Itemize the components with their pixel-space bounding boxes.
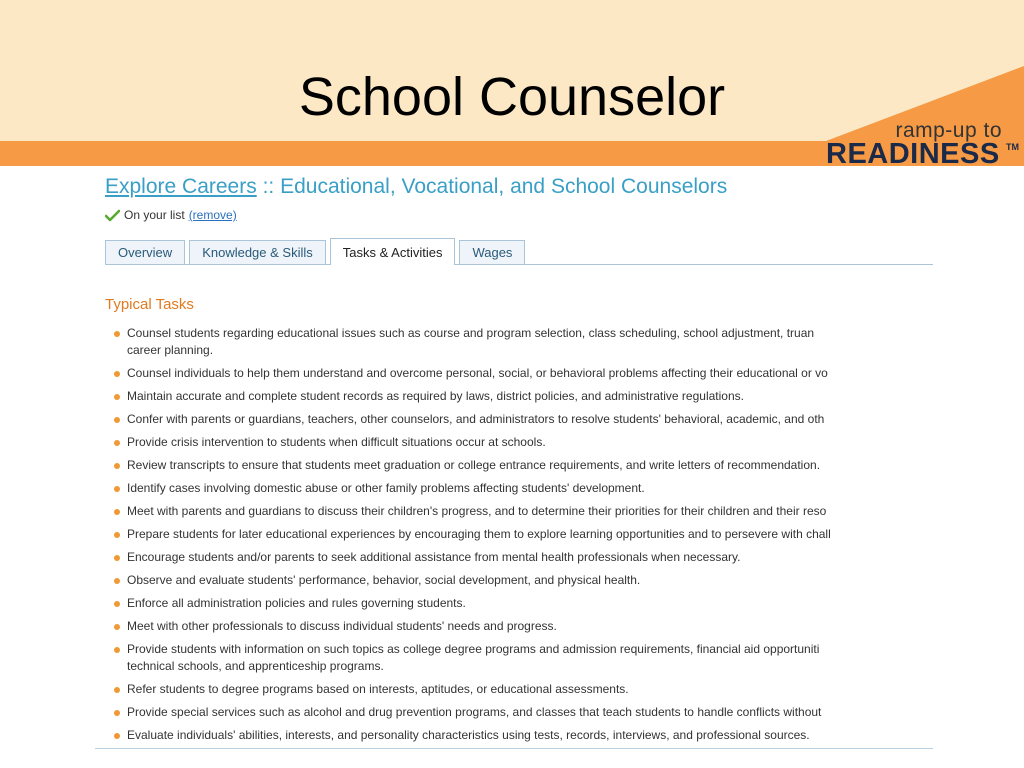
list-item [105,704,933,721]
bullet-icon [114,601,120,607]
task-text: Confer with parents or guardians, teachers, other counselors, and administrators to resolve students' behavioral, academic, and oth [127,412,825,426]
breadcrumb-current: Educational, Vocational, and School Counselors [280,175,728,198]
bullet-icon [114,331,120,337]
tab-overview[interactable]: Overview [105,240,185,264]
list-item [105,727,933,744]
list-item [105,325,933,359]
bullet-icon [114,710,120,716]
task-text: Maintain accurate and complete student records as required by laws, district policies, and administrative regulations. [127,389,744,403]
section-title: Typical Tasks [105,296,194,313]
list-item [105,411,933,428]
bullet-icon [114,624,120,630]
task-text: Identify cases involving domestic abuse or other family problems affecting students' development. [127,481,645,495]
task-text: Provide crisis intervention to students when difficult situations occur at schools. [127,435,546,449]
list-item [105,457,933,474]
explore-careers-link[interactable]: Explore Careers [105,175,257,198]
brand-tagline: ramp-up to [895,119,1002,142]
task-text: Counsel individuals to help them understand and overcome personal, social, or behavioral problems affecting their educational or vo [127,366,828,380]
tab-bar [105,236,933,265]
task-text: Counsel students regarding educational issues such as course and program selection, class scheduling, school adjustment, truan [127,326,815,340]
bullet-icon [114,555,120,561]
bullet-icon [114,440,120,446]
bullet-icon [114,578,120,584]
slide-title: School Counselor [298,67,726,127]
tab-tasks-activities[interactable]: Tasks & Activities [330,238,456,265]
task-text: Review transcripts to ensure that students meet graduation or college entrance requirements, and write letters of recommendation. [127,458,821,472]
trademark-mark: TM [1006,142,1019,152]
list-item [105,365,933,382]
bullet-icon [114,371,120,377]
bullet-icon [114,463,120,469]
list-item [105,526,933,543]
list-item [105,549,933,566]
task-list [105,325,933,744]
bullet-icon [114,733,120,739]
tab-knowledge-skills[interactable]: Knowledge & Skills [189,240,326,264]
task-text: Provide students with information on such topics as college degree programs and admission requirements, financial aid opportuniti [127,642,820,656]
list-item [105,503,933,520]
list-item [105,480,933,497]
list-item [105,434,933,451]
task-text: Evaluate individuals' abilities, interests, and personality characteristics using tests, records, interviews, and professional sources. [127,728,810,742]
bullet-icon [114,647,120,653]
task-text: Enforce all administration policies and rules governing students. [127,596,466,610]
bullet-icon [114,394,120,400]
list-item [105,641,933,675]
list-item [105,572,933,589]
task-text: Refer students to degree programs based on interests, aptitudes, or educational assessments. [127,682,629,696]
list-status [105,206,933,224]
status-text: On your list [124,208,185,222]
task-text: Provide special services such as alcohol and drug prevention programs, and classes that teach students to handle conflicts without [127,705,822,719]
task-text: Meet with parents and guardians to discuss their children's progress, and to determine their priorities for their children and their reso [127,504,827,518]
list-item [105,595,933,612]
task-text: Meet with other professionals to discuss individual students' needs and progress. [127,619,557,633]
task-text: Observe and evaluate students' performance, behavior, social development, and physical health. [127,573,641,587]
task-text: Encourage students and/or parents to seek additional assistance from mental health professionals when necessary. [127,550,741,564]
tab-wages[interactable]: Wages [459,240,525,264]
task-text-continued: career planning. [127,343,214,357]
task-text-continued: technical schools, and apprenticeship programs. [127,659,384,673]
brand-logo: READINESS [826,138,1000,170]
breadcrumb [105,172,933,202]
checkmark-icon [105,209,120,222]
bullet-icon [114,486,120,492]
remove-link[interactable]: (remove) [188,208,237,222]
divider [95,748,933,749]
list-item [105,681,933,698]
list-item [105,388,933,405]
bullet-icon [114,417,120,423]
bullet-icon [114,687,120,693]
bullet-icon [114,509,120,515]
task-text: Prepare students for later educational experiences by encouraging them to explore learning opportunities and to persevere with chall [127,527,831,541]
career-page-screenshot [105,172,933,750]
list-item [105,618,933,635]
bullet-icon [114,532,120,538]
breadcrumb-separator: :: [256,175,281,198]
